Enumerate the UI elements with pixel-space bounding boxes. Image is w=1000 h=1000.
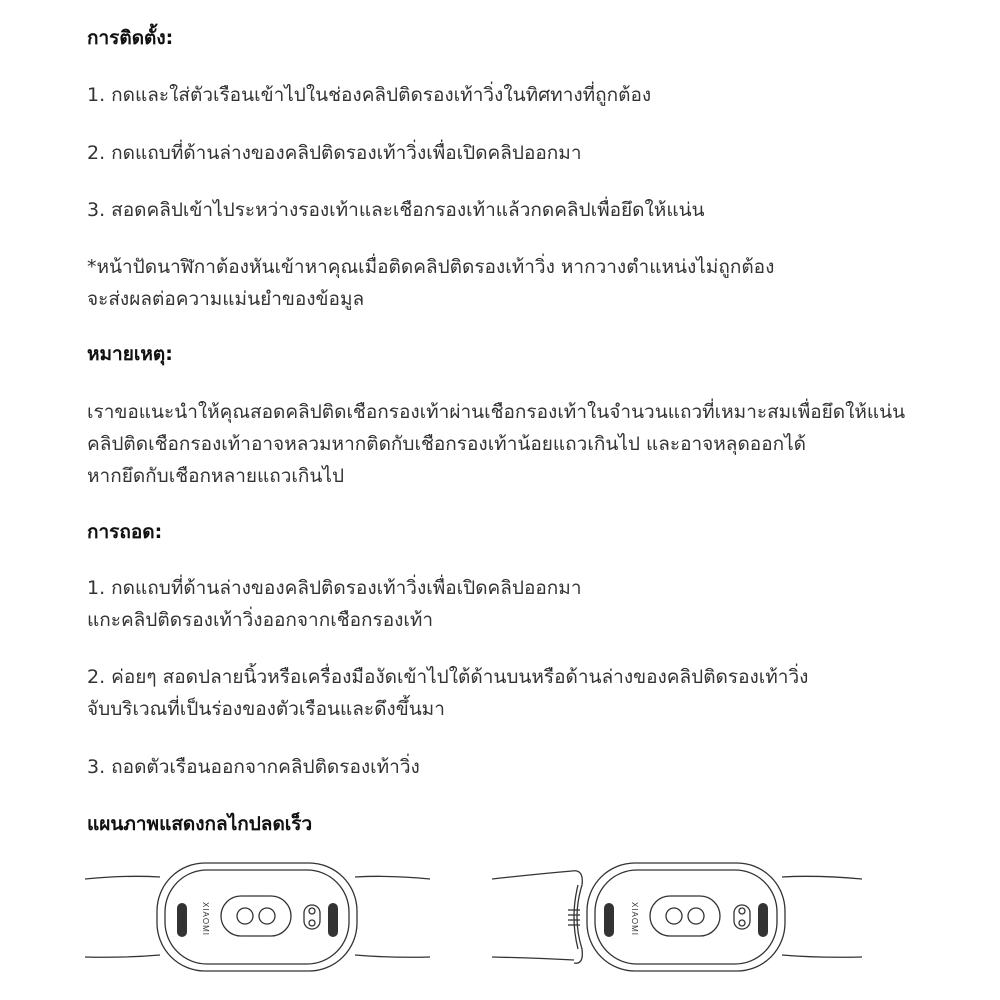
note-line-3: หากยึดกับเชือกหลายแถวเกินไป — [87, 465, 345, 487]
removal-step-1-line-2: แกะคลิปติดรองเท้าวิ่งออกจากเชือกรองเท้า — [87, 609, 434, 631]
diagram-band-released — [492, 855, 862, 1000]
removal-step-3 — [87, 751, 420, 783]
diagram-heading: แผนภาพแสดงกลไกปลดเร็ว — [87, 813, 313, 835]
charge-pin-top — [309, 908, 315, 914]
sensor-lens-right — [688, 908, 704, 924]
band-strap-bottom-left — [85, 955, 160, 957]
band-strap-top-right — [782, 876, 862, 879]
left-contact-pad — [604, 903, 614, 937]
removal-step-1 — [87, 572, 581, 636]
device-brand-label: XIAOMI — [630, 901, 639, 937]
note-heading: หมายเหตุ: — [87, 343, 173, 365]
charge-pin-bottom — [309, 920, 315, 926]
band-released-illustration — [492, 855, 862, 1000]
sensor-lens-left — [237, 908, 253, 924]
charge-pin-bottom — [739, 920, 745, 926]
installation-heading: การติดตั้ง: — [87, 27, 174, 49]
sensor-lens-left — [666, 908, 682, 924]
band-strap-bottom-right — [782, 955, 862, 957]
installation-warning-line-1: *หน้าปัดนาฬิกาต้องหันเข้าหาคุณเมื่อติดคลิปติดรองเท้าวิ่ง หากวางตำแหน่งไม่ถูกต้อง — [87, 256, 775, 278]
right-contact-pad — [758, 903, 768, 937]
diagram-band-closed — [85, 855, 430, 1000]
removal-step-2-line-2: จับบริเวณที่เป็นร่องของตัวเรือนและดึงขึ้นมา — [87, 698, 445, 720]
installation-step-2 — [87, 137, 581, 169]
housing-outer — [587, 863, 785, 971]
installation-warning — [87, 251, 774, 315]
removal-step-3-text: 3. ถอดตัวเรือนออกจากคลิปติดรองเท้าวิ่ง — [87, 756, 420, 778]
sensor-lens-right — [259, 908, 275, 924]
removal-step-1-line-1: 1. กดแถบที่ด้านล่างของคลิปติดรองเท้าวิ่งเพื่อเปิดคลิปออกมา — [87, 577, 582, 599]
band-strap-bottom-right — [355, 955, 430, 957]
right-contact-pad — [328, 903, 338, 937]
installation-step-1 — [87, 79, 651, 111]
note-line-2: คลิปติดเชือกรองเท้าอาจหลวมหากติดกับเชือกรองเท้าน้อยแถวเกินไป และอาจหลุดออกได้ — [87, 433, 807, 455]
band-closed-illustration — [85, 855, 430, 1000]
installation-step-2-text: 2. กดแถบที่ด้านล่างของคลิปติดรองเท้าวิ่งเพื่อเปิดคลิปออกมา — [87, 142, 582, 164]
band-strap-bottom-left — [492, 957, 574, 960]
removal-step-2 — [87, 661, 808, 725]
left-contact-pad — [177, 903, 187, 937]
installation-step-3 — [87, 194, 705, 226]
note-paragraph — [87, 396, 905, 492]
band-strap-top-left — [492, 871, 572, 879]
note-line-1: เราขอแนะนำให้คุณสอดคลิปติดเชือกรองเท้าผ่านเชือกรองเท้าในจำนวนแถวที่เหมาะสมเพื่อยึดให้แน่น — [87, 401, 906, 423]
sensor-window — [221, 896, 291, 936]
sensor-window — [650, 896, 720, 936]
removal-heading: การถอด: — [87, 521, 163, 543]
band-strap-top-left — [85, 876, 160, 879]
installation-step-1-text: 1. กดและใส่ตัวเรือนเข้าไปในช่องคลิปติดรองเท้าวิ่งในทิศทางที่ถูกต้อง — [87, 84, 652, 106]
device-brand-label: XIAOMI — [201, 901, 210, 937]
charge-pin-top — [739, 908, 745, 914]
removal-step-2-line-1: 2. ค่อยๆ สอดปลายนิ้วหรือเครื่องมืองัดเข้าไปใต้ด้านบนหรือด้านล่างของคลิปติดรองเท้าวิ่ง — [87, 666, 809, 688]
installation-warning-line-2: จะส่งผลต่อความแม่นยำของข้อมูล — [87, 288, 365, 310]
installation-step-3-text: 3. สอดคลิปเข้าไประหว่างรองเท้าและเชือกรองเท้าแล้วกดคลิปเพื่อยึดให้แน่น — [87, 199, 705, 221]
housing-inner — [165, 870, 349, 964]
band-strap-top-right — [355, 876, 430, 879]
